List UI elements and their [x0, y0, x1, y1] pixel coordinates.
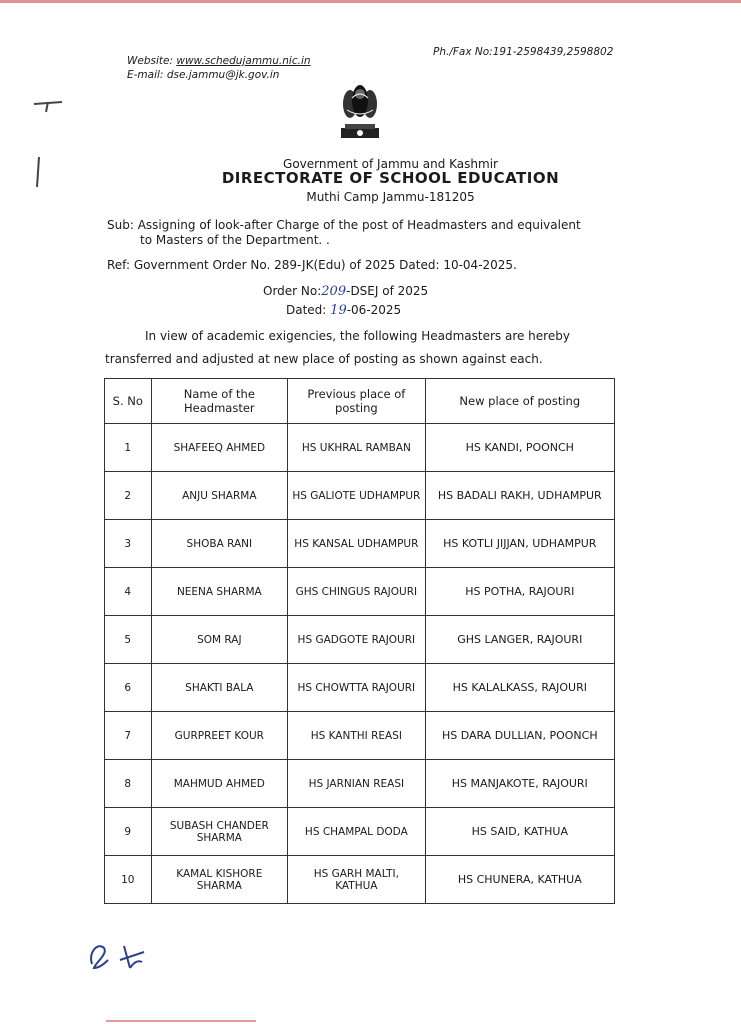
cell-new: HS MANJAKOTE, RAJOURI [425, 760, 614, 808]
cell-sno: 8 [105, 760, 152, 808]
cell-previous: GHS CHINGUS RAJOURI [288, 568, 425, 616]
top-border-line [0, 0, 741, 3]
office-address: Muthi Camp Jammu-181205 [306, 190, 475, 204]
cell-name: KAMAL KISHORE SHARMA [151, 856, 288, 904]
table-row [105, 760, 615, 808]
table-row [105, 616, 615, 664]
cell-sno: 6 [105, 664, 152, 712]
table-row [105, 568, 615, 616]
date-suffix: -06-2025 [346, 303, 402, 317]
website-link[interactable]: www.schedujammu.nic.in [176, 55, 311, 67]
cell-sno: 4 [105, 568, 152, 616]
cell-previous: HS GARH MALTI, KATHUA [288, 856, 425, 904]
cell-previous: HS KANSAL UDHAMPUR [288, 520, 425, 568]
cell-new: HS DARA DULLIAN, POONCH [425, 712, 614, 760]
email-address: dse.jammu@jk.gov.in [166, 69, 280, 81]
subject-line-2: to Masters of the Department. . [140, 233, 330, 247]
cell-name: GURPREET KOUR [151, 712, 288, 760]
directorate-title: DIRECTORATE OF SCHOOL EDUCATION [221, 169, 560, 187]
intro-paragraph: In view of academic exigencies, the following Headmasters are hereby transferred and adjusted at new place of posting as shown against each. [105, 329, 570, 366]
table-row [105, 424, 615, 472]
cell-name: ANJU SHARMA [151, 472, 288, 520]
cell-new: HS KANDI, POONCH [425, 424, 614, 472]
cell-name: NEENA SHARMA [151, 568, 288, 616]
table-row [105, 664, 615, 712]
cell-sno: 10 [105, 856, 152, 904]
order-number [263, 284, 428, 299]
subject-line-1: Sub: Assigning of look-after Charge of the post of Headmasters and equivalent [107, 218, 581, 232]
order-number-handwritten: 209 [321, 284, 347, 299]
cell-sno: 5 [105, 616, 152, 664]
table-row [105, 472, 615, 520]
cell-sno: 1 [105, 424, 152, 472]
cell-new: HS CHUNERA, KATHUA [425, 856, 614, 904]
signature-icon [86, 938, 156, 974]
cell-name: SOM RAJ [151, 616, 288, 664]
cell-name: SUBASH CHANDER SHARMA [151, 808, 288, 856]
header-sno: S. No [105, 379, 152, 424]
table-row [105, 712, 615, 760]
table-header-row [105, 379, 615, 424]
reference: Ref: Government Order No. 289-JK(Edu) of 2025 Dated: 10-04-2025. [107, 258, 517, 272]
cell-sno: 3 [105, 520, 152, 568]
cell-sno: 7 [105, 712, 152, 760]
bottom-border-line [106, 1020, 256, 1022]
website-label: Website: [127, 55, 174, 67]
order-label: Order No: [263, 284, 322, 298]
cell-new: HS POTHA, RAJOURI [425, 568, 614, 616]
cell-name: MAHMUD AHMED [151, 760, 288, 808]
cell-previous: HS KANTHI REASI [288, 712, 425, 760]
cell-previous: HS UKHRAL RAMBAN [288, 424, 425, 472]
subject [107, 218, 627, 248]
order-suffix: -DSEJ of 2025 [346, 284, 429, 298]
cell-sno: 9 [105, 808, 152, 856]
cell-sno: 2 [105, 472, 152, 520]
cell-name: SHAKTI BALA [151, 664, 288, 712]
cell-previous: HS JARNIAN REASI [288, 760, 425, 808]
header-previous: Previous place of posting [288, 379, 425, 424]
margin-stroke-icon [34, 156, 42, 188]
cell-previous: HS GADGOTE RAJOURI [288, 616, 425, 664]
email-label: E-mail: [127, 69, 164, 81]
dated-label: Dated: [286, 303, 327, 317]
cell-new: HS SAID, KATHUA [425, 808, 614, 856]
cell-new: GHS LANGER, RAJOURI [425, 616, 614, 664]
cell-previous: HS CHAMPAL DODA [288, 808, 425, 856]
cell-previous: HS CHOWTTA RAJOURI [288, 664, 425, 712]
contact-block [127, 54, 311, 82]
date-day-handwritten: 19 [330, 303, 347, 318]
cell-new: HS BADALI RAKH, UDHAMPUR [425, 472, 614, 520]
state-emblem-icon [333, 84, 387, 144]
table-row [105, 520, 615, 568]
cell-name: SHAFEEQ AHMED [151, 424, 288, 472]
margin-pen-mark-icon [32, 98, 66, 114]
table-row [105, 856, 615, 904]
header-new: New place of posting [425, 379, 614, 424]
government-name: Government of Jammu and Kashmir [283, 157, 498, 171]
cell-new: HS KALALKASS, RAJOURI [425, 664, 614, 712]
table-row [105, 808, 615, 856]
cell-name: SHOBA RANI [151, 520, 288, 568]
cell-new: HS KOTLI JIJJAN, UDHAMPUR [425, 520, 614, 568]
header-name: Name of the Headmaster [151, 379, 288, 424]
cell-previous: HS GALIOTE UDHAMPUR [288, 472, 425, 520]
phone-fax: Ph./Fax No:191-2598439,2598802 [433, 46, 614, 58]
postings-table [104, 378, 615, 904]
order-date [286, 303, 401, 318]
